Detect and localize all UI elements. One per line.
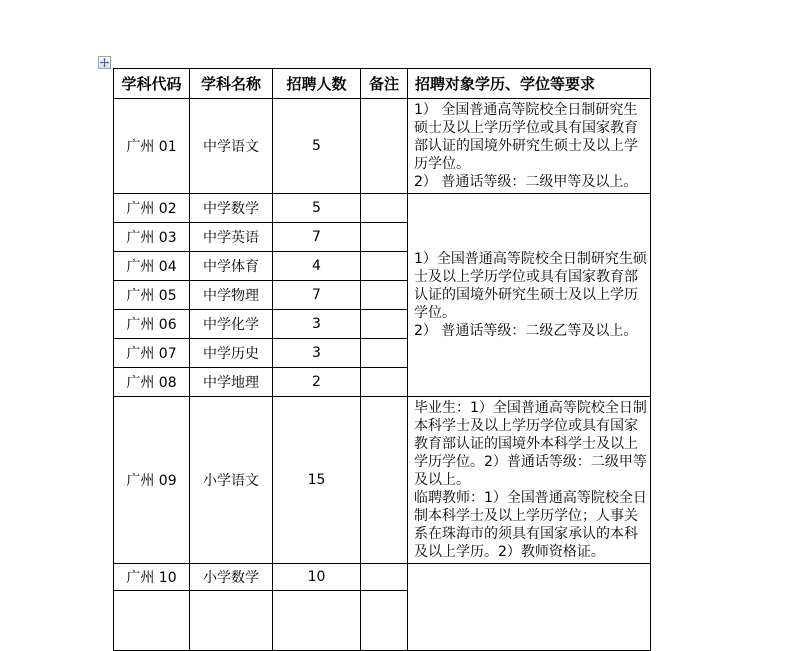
requirement-paragraph: 临聘教师：1）全国普通高等院校全日制本科学士及以上学历学位；人事关系在珠海市的须具有国家承认的本科及以上学历。2）教师资格证。: [414, 490, 647, 560]
requirement-paragraph: 毕业生：1）全国普通高等院校全日制本科学士及以上学历学位或具有国家教育部认证的国境外本科学士及以上学历学位。2）普通话等级：二级甲等及以上。: [414, 400, 647, 488]
cell-count[interactable]: 3: [273, 339, 361, 368]
col-header-subject-code[interactable]: 学科代码: [114, 69, 190, 99]
cell-subject[interactable]: 中学体育: [190, 252, 273, 281]
cell-count[interactable]: 5: [273, 99, 361, 194]
col-header-remark[interactable]: 备注: [361, 69, 408, 99]
cell-note[interactable]: [361, 194, 408, 223]
cell-subject[interactable]: 中学英语: [190, 223, 273, 252]
cell-count[interactable]: 4: [273, 252, 361, 281]
cell-subject[interactable]: 中学历史: [190, 339, 273, 368]
cell-count[interactable]: 7: [273, 281, 361, 310]
cell-code[interactable]: 广州 04: [114, 252, 190, 281]
row-guangzhou-10: [114, 564, 651, 591]
cell-subject[interactable]: 中学地理: [190, 368, 273, 397]
cell-note[interactable]: [361, 339, 408, 368]
cell-requirements-primary-school-chinese[interactable]: [408, 397, 651, 564]
row-guangzhou-09: [114, 397, 651, 564]
cell-note[interactable]: [361, 99, 408, 194]
move-arrows-icon: [100, 58, 109, 67]
cell-count[interactable]: 3: [273, 310, 361, 339]
cell-note[interactable]: [361, 281, 408, 310]
cell-note[interactable]: [361, 368, 408, 397]
cell-subject[interactable]: 中学物理: [190, 281, 273, 310]
header-row: [114, 69, 651, 99]
requirement-paragraph: 1） 全国普通高等院校全日制研究生硕士及以上学历学位或具有国家教育部认证的国境外研究生硕士及以上学历学位。: [414, 102, 638, 172]
table-move-handle[interactable]: [98, 56, 111, 69]
cell-code[interactable]: 广州 08: [114, 368, 190, 397]
cell-code[interactable]: 广州 07: [114, 339, 190, 368]
cell-code[interactable]: 广州 05: [114, 281, 190, 310]
cell-requirements-primary-school-others[interactable]: [408, 564, 651, 651]
cell-code[interactable]: 广州 03: [114, 223, 190, 252]
cell-count[interactable]: 15: [273, 397, 361, 564]
row-guangzhou-02: [114, 194, 651, 223]
cell-count[interactable]: 7: [273, 223, 361, 252]
col-header-subject-name[interactable]: 学科名称: [190, 69, 273, 99]
requirement-paragraph: 2） 普通话等级：二级乙等及以上。: [414, 323, 638, 339]
cell-count[interactable]: 5: [273, 194, 361, 223]
cell-code[interactable]: 广州 06: [114, 310, 190, 339]
cell-subject[interactable]: 中学数学: [190, 194, 273, 223]
cell-requirements-middle-school-chinese[interactable]: [408, 99, 651, 194]
cell-note[interactable]: [361, 223, 408, 252]
cell-note[interactable]: [361, 252, 408, 281]
cell-count[interactable]: 10: [273, 564, 361, 591]
cell-note[interactable]: [361, 564, 408, 591]
cell-code[interactable]: 广州 01: [114, 99, 190, 194]
col-header-requirements[interactable]: 招聘对象学历、学位等要求: [408, 69, 651, 99]
requirement-paragraph: 2） 普通话等级：二级甲等及以上。: [414, 174, 638, 190]
requirement-paragraph: 1）全国普通高等院校全日制研究生硕士及以上学历学位或具有国家教育部认证的国境外研究生硕士及以上学历学位。: [414, 251, 647, 321]
cell-count[interactable]: 2: [273, 368, 361, 397]
recruitment-table: [113, 68, 651, 651]
cell-subject[interactable]: 中学语文: [190, 99, 273, 194]
cell-requirements-middle-school-others[interactable]: [408, 194, 651, 397]
cell-subject[interactable]: 小学数学: [190, 564, 273, 591]
row-guangzhou-01: [114, 99, 651, 194]
cell-note[interactable]: [361, 310, 408, 339]
col-header-recruit-count[interactable]: 招聘人数: [273, 69, 361, 99]
cell-note[interactable]: [361, 397, 408, 564]
cell-subject[interactable]: 小学语文: [190, 397, 273, 564]
cell-code[interactable]: 广州 02: [114, 194, 190, 223]
cell-code[interactable]: 广州 09: [114, 397, 190, 564]
cell-subject[interactable]: 中学化学: [190, 310, 273, 339]
cell-code[interactable]: 广州 10: [114, 564, 190, 591]
